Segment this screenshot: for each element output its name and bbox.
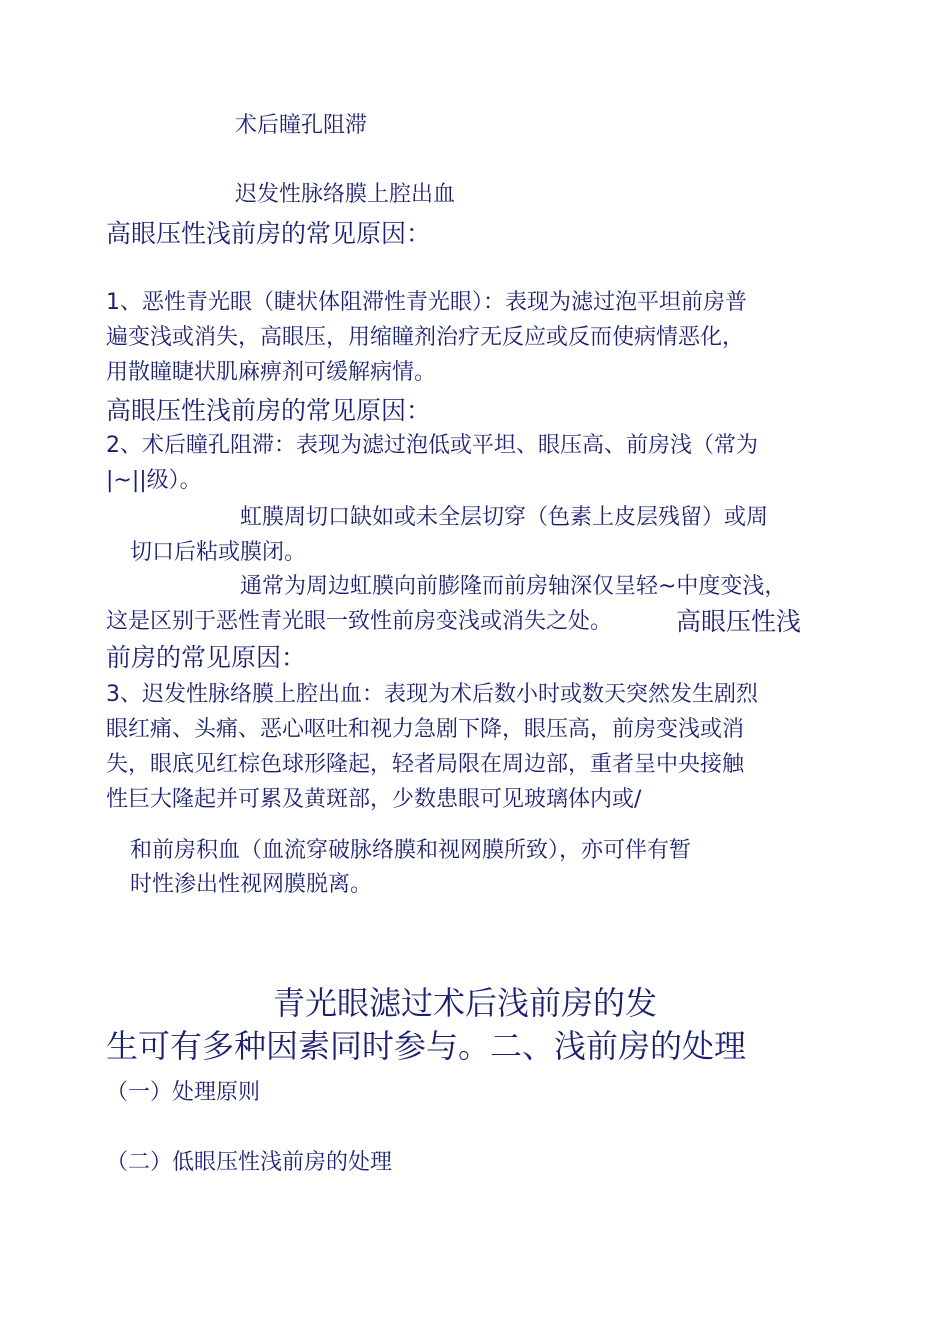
- paragraph-line: 这是区别于恶性青光眼一致性前房变浅或消失之处。: [106, 609, 613, 634]
- paragraph-line: 1、恶性青光眼（睫状体阻滞性青光眼）：表现为滤过泡平坦前房普: [106, 290, 747, 315]
- large-heading: 生可有多种因素同时参与。二、浅前房的处理: [106, 1027, 747, 1065]
- section-heading: 前房的常见原因：: [106, 643, 307, 672]
- section-heading: 高眼压性浅前房的常见原因：: [106, 219, 432, 248]
- paragraph-line: 眼红痛、头痛、恶心呕吐和视力急剧下降，眼压高，前房变浅或消: [106, 717, 745, 742]
- paragraph-line: 虹膜周切口缺如或未全层切穿（色素上皮层残留）或周: [240, 505, 769, 530]
- large-heading: 青光眼滤过术后浅前房的发: [273, 984, 658, 1022]
- paragraph-line: |~||级）。: [106, 468, 202, 493]
- subsection-heading: （二）低眼压性浅前房的处理: [106, 1150, 393, 1175]
- paragraph-line: 时性渗出性视网膜脱离。: [130, 872, 373, 897]
- subitem-suprachoroidal-hemorrhage: 迟发性脉络膜上腔出血: [235, 182, 456, 207]
- paragraph-line: 性巨大隆起并可累及黄斑部，少数患眼可见玻璃体内或/: [106, 787, 642, 812]
- subitem-pupillary-block: 术后瞳孔阻滞: [235, 113, 368, 138]
- paragraph-line: 失，眼底见红棕色球形隆起，轻者局限在周边部，重者呈中央接触: [106, 752, 745, 777]
- paragraph-line: 3、迟发性脉络膜上腔出血：表现为术后数小时或数天突然发生剧烈: [106, 682, 758, 707]
- section-heading: 高眼压性浅: [676, 607, 802, 636]
- paragraph-line: 2、术后瞳孔阻滞：表现为滤过泡低或平坦、眼压高、前房浅（常为: [106, 433, 758, 458]
- paragraph-line: 通常为周边虹膜向前膨隆而前房轴深仅呈轻~中度变浅，: [240, 574, 787, 599]
- paragraph-line: 用散瞳睫状肌麻痹剂可缓解病情。: [106, 360, 437, 385]
- paragraph-line: 遍变浅或消失，高眼压，用缩瞳剂治疗无反应或反而使病情恶化，: [106, 325, 745, 350]
- subsection-heading: （一）处理原则: [106, 1080, 261, 1105]
- section-heading: 高眼压性浅前房的常见原因：: [106, 396, 432, 425]
- paragraph-line: 切口后粘或膜闭。: [130, 540, 307, 565]
- paragraph-line: 和前房积血（血流穿破脉络膜和视网膜所致），亦可伴有暂: [130, 838, 692, 863]
